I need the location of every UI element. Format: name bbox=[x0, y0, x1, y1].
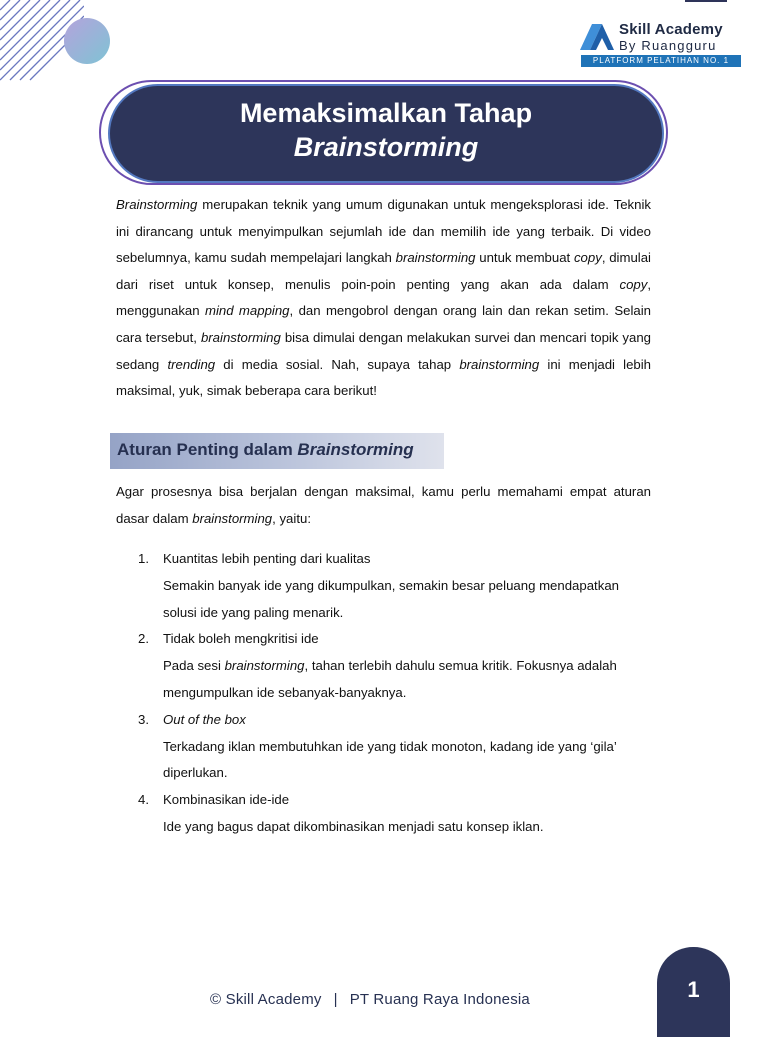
intro-term: brainstorming bbox=[200, 329, 281, 345]
lead-text: , yaitu: bbox=[272, 510, 311, 526]
intro-text: , dan mengobrol dengan orang lain dan rekan setim. Selain cara tersebut, bbox=[116, 303, 651, 345]
rule-description-text: Pada sesi bbox=[163, 658, 225, 674]
rule-title-italic: Out of the box bbox=[163, 711, 246, 727]
rule-title: Tidak boleh mengkritisi ide bbox=[163, 631, 319, 647]
list-number: 1. bbox=[138, 551, 149, 566]
section-heading-text: Aturan Penting dalam bbox=[117, 440, 298, 459]
brand-tagline: PLATFORM PELATIHAN NO. 1 bbox=[581, 55, 741, 67]
rule-description-term: brainstorming bbox=[224, 658, 305, 674]
intro-text: , dimulai dari riset untuk konsep, menulis poin-poin penting yang akan ada dalam bbox=[116, 250, 651, 292]
section-heading-term: Brainstorming bbox=[297, 440, 414, 459]
rule-description-text: , tahan terlebih dahulu semua kritik. Fokusnya adalah mengumpulkan ide sebanyak-banyaknya. bbox=[163, 658, 617, 700]
rule-title: Kuantitas lebih penting dari kualitas bbox=[163, 551, 371, 566]
lead-text: Agar prosesnya bisa berjalan dengan maksimal, kamu perlu memahami empat aturan dasar dalam bbox=[116, 484, 651, 526]
intro-text: bisa dimulai dengan melakukan survei dan mencari topik yang sedang bbox=[116, 329, 652, 372]
footer-separator: | bbox=[333, 991, 338, 1008]
rule-description: Semakin banyak ide yang dikumpulkan, semakin besar peluang mendapatkan solusi ide yang paling menarik. bbox=[163, 577, 619, 620]
list-item bbox=[116, 626, 656, 706]
lead-term: brainstorming bbox=[192, 510, 273, 526]
intro-term: brainstorming bbox=[459, 356, 540, 372]
brand-logo bbox=[580, 20, 742, 68]
page-footer bbox=[210, 991, 530, 1008]
intro-term: trending bbox=[167, 356, 216, 372]
intro-text: ini menjadi lebih maksimal, yuk, simak beberapa cara berikut! bbox=[116, 356, 652, 399]
footer-company: PT Ruang Raya Indonesia bbox=[349, 991, 530, 1008]
gradient-circle-decoration bbox=[64, 18, 110, 64]
intro-paragraph bbox=[116, 192, 651, 405]
page-title: Memaksimalkan Tahap bbox=[239, 98, 533, 128]
intro-text: , menggunakan bbox=[116, 276, 651, 319]
footer-copyright: © Skill Academy bbox=[210, 991, 322, 1008]
section-heading-box bbox=[110, 433, 444, 469]
title-banner bbox=[108, 84, 664, 183]
intro-text: untuk membuat bbox=[475, 250, 574, 266]
rule-description bbox=[163, 653, 656, 707]
brand-byline: By Ruangguru bbox=[619, 38, 717, 53]
list-number: 3. bbox=[138, 711, 149, 727]
intro-term: copy bbox=[619, 276, 648, 292]
skill-academy-logo-icon bbox=[580, 24, 614, 50]
rule-title: Kombinasikan ide-ide bbox=[163, 792, 290, 808]
rule-description: Terkadang iklan membutuhkan ide yang tidak monoton, kadang ide yang ‘gila’ diperlukan. bbox=[163, 738, 617, 781]
rule-title bbox=[163, 707, 656, 734]
list-item bbox=[116, 707, 656, 787]
list-item bbox=[116, 546, 656, 626]
intro-term: mind mapping bbox=[204, 303, 290, 319]
page-title-italic: Brainstorming bbox=[293, 132, 479, 162]
page-number: 1 bbox=[687, 977, 700, 1002]
rules-list bbox=[116, 546, 656, 841]
list-number: 4. bbox=[138, 792, 149, 808]
intro-text: di media sosial. Nah, supaya tahap bbox=[215, 356, 460, 372]
lead-paragraph bbox=[116, 479, 651, 532]
intro-term: Brainstorming bbox=[116, 197, 198, 212]
list-number: 2. bbox=[138, 631, 149, 647]
rule-description: Ide yang bagus dapat dikombinasikan menjadi satu konsep iklan. bbox=[163, 818, 544, 834]
section-heading bbox=[117, 440, 414, 460]
brand-name: Skill Academy bbox=[619, 21, 723, 38]
intro-term: brainstorming bbox=[395, 250, 476, 266]
list-item bbox=[116, 787, 656, 841]
top-rule-decoration bbox=[685, 0, 727, 2]
intro-text: merupakan teknik yang umum digunakan untuk mengeksplorasi ide. Teknik ini dirancang untuk menyimpulkan sejumlah ide dan memilih ide yang terbaik. Di video sebelumnya, kamu sudah mempelajari langkah bbox=[116, 197, 651, 266]
intro-term: copy bbox=[573, 250, 602, 266]
